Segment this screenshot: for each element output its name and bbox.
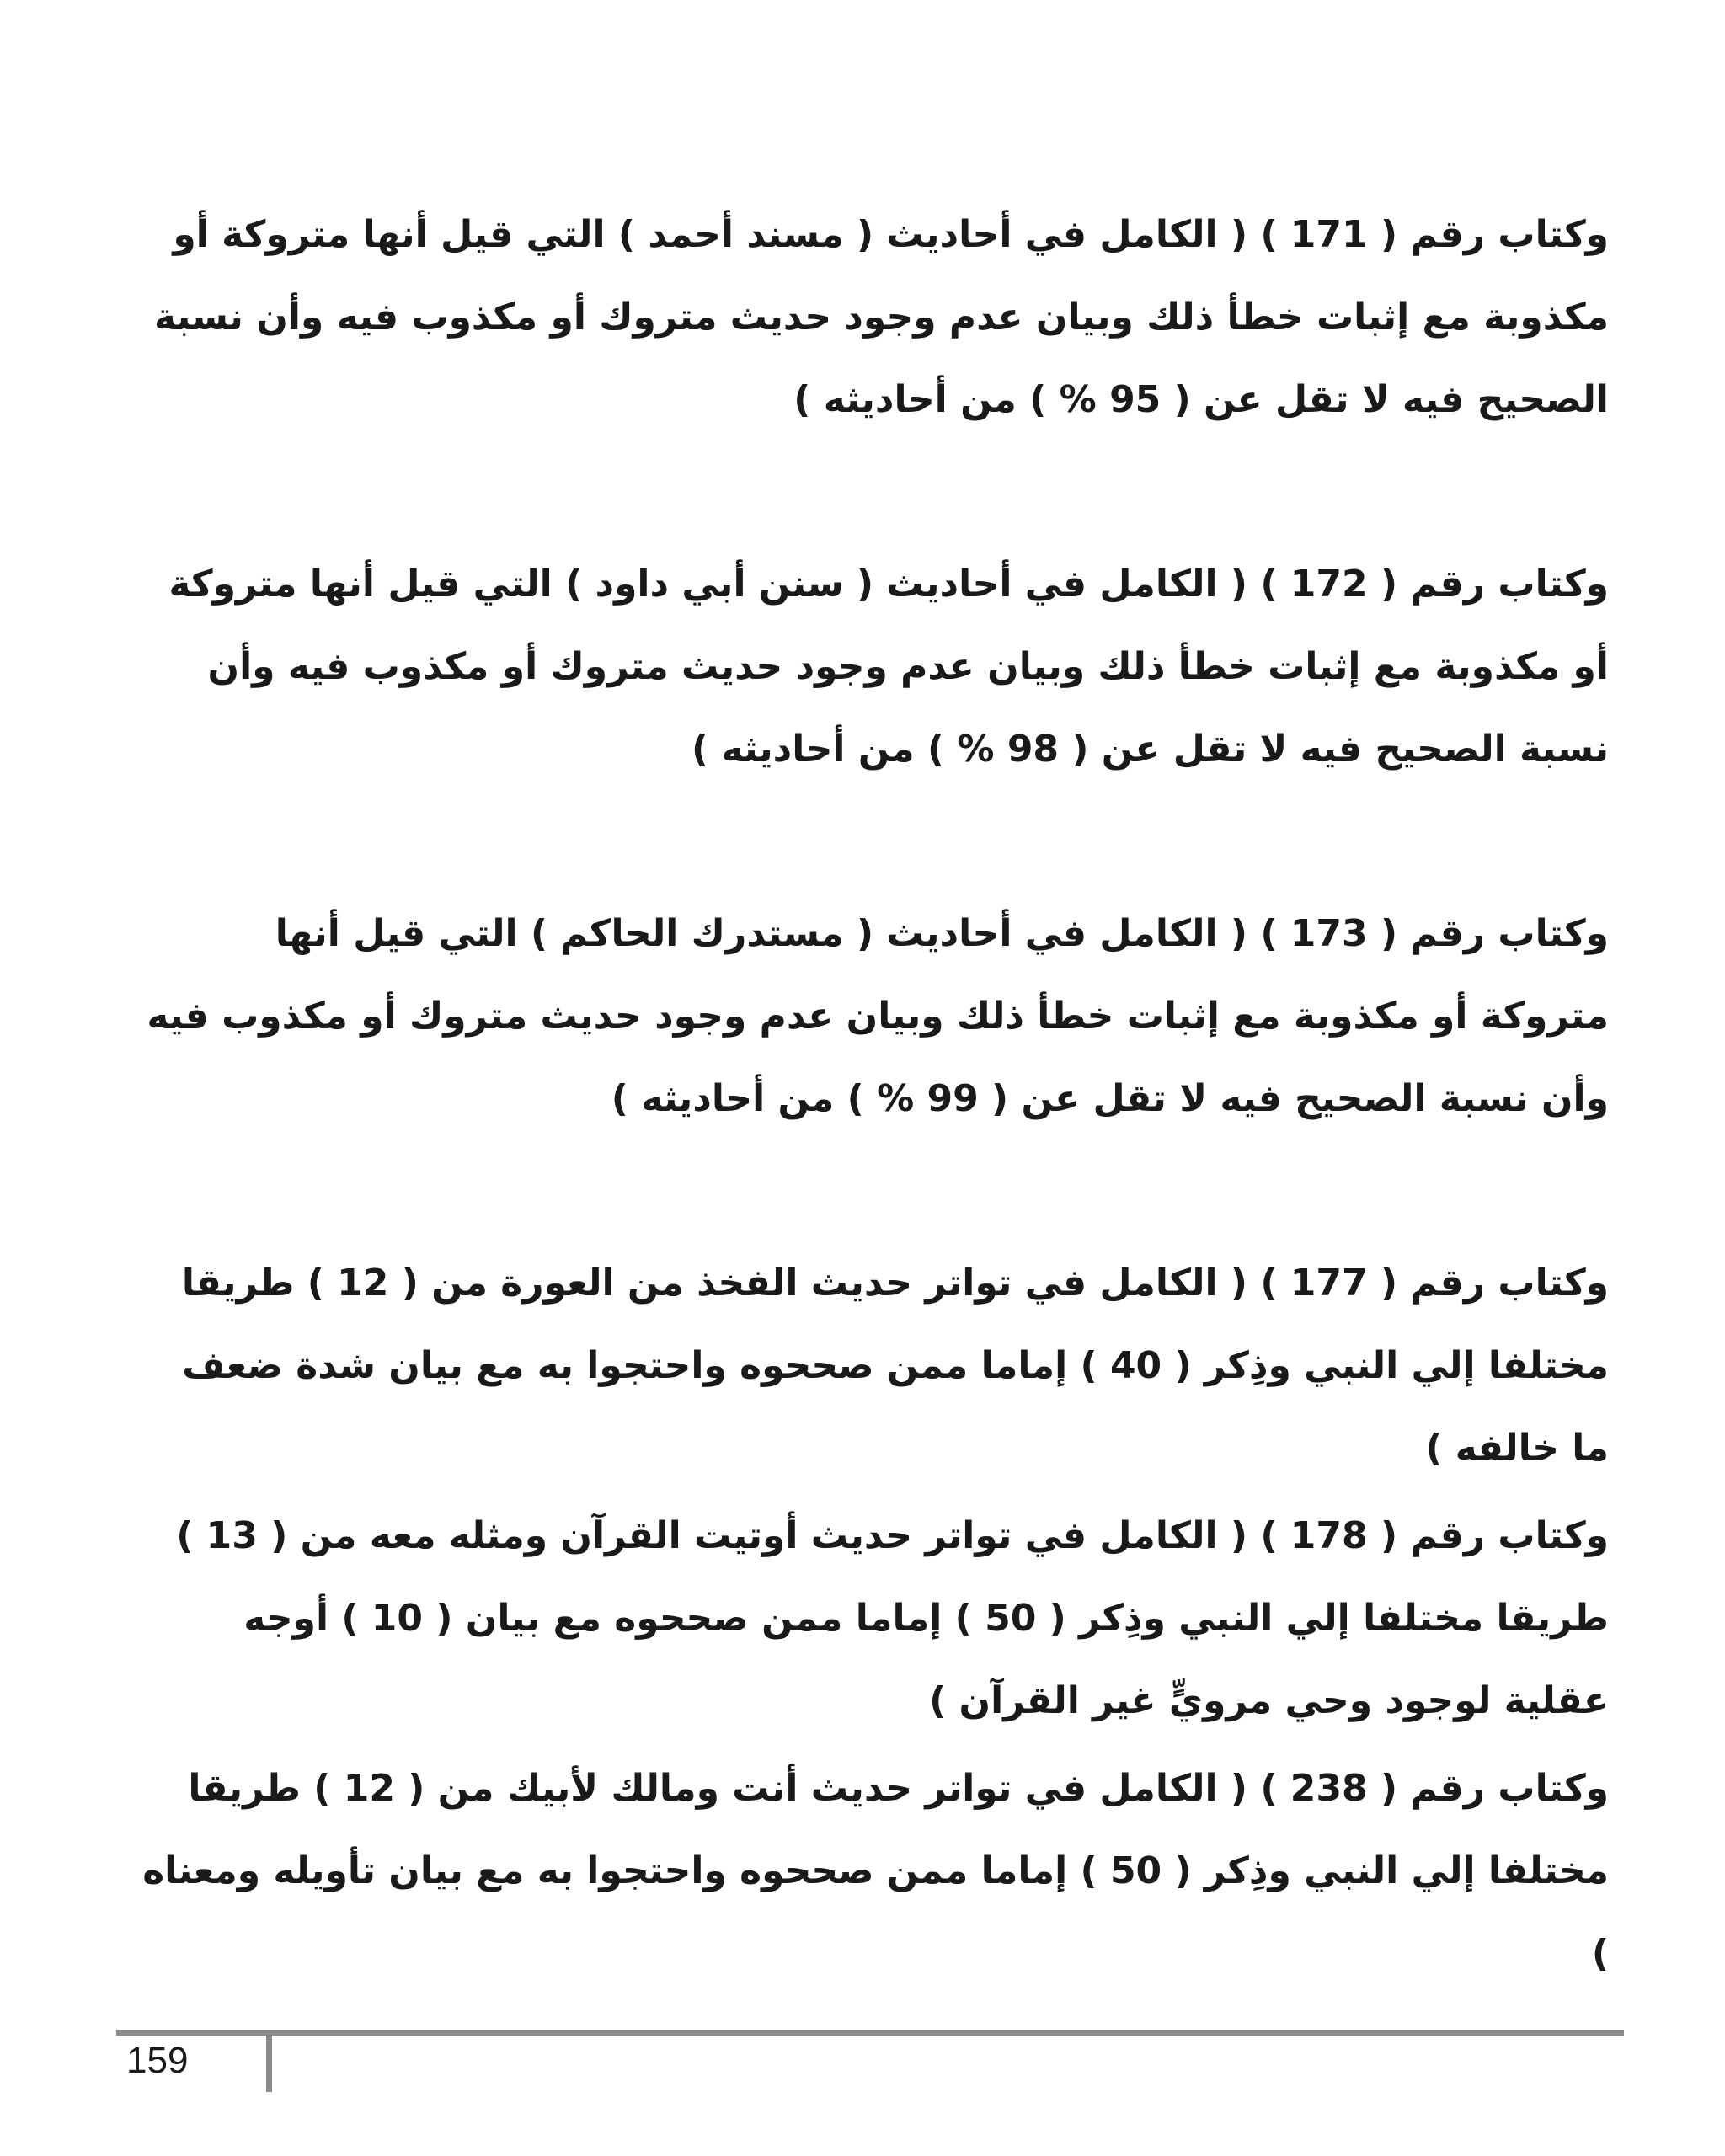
page-number: 159 bbox=[126, 2040, 189, 2081]
footer-divider-tick bbox=[266, 2030, 272, 2092]
book-entry-172: وكتاب رقم ( 172 ) ( الكامل في أحاديث ( سنن أبي داود ) التي قيل أنها متروكة أو مكذوبة مع إثبات خطأ ذلك وبيان عدم وجود حديث متروك أو مكذوب فيه وأن نسبة الصحيح فيه لا تقل عن ( 98 % ) من أحاديثه ) bbox=[168, 563, 1609, 771]
footer-rule bbox=[116, 2030, 1624, 2036]
book-entry-178: وكتاب رقم ( 178 ) ( الكامل في تواتر حديث أوتيت القرآن ومثله معه من ( 13 ) طريقا مختلفا إلي النبي وذِكر ( 50 ) إماما ممن صححوه مع بيان ( 10 ) أوجه عقلية لوجود وحي مرويٍّ غير القرآن ) bbox=[176, 1514, 1609, 1722]
book-entry-171: وكتاب رقم ( 171 ) ( الكامل في أحاديث ( مسند أحمد ) التي قيل أنها متروكة أو مكذوبة مع إثبات خطأ ذلك وبيان عدم وجود حديث متروك أو مكذوب فيه وأن نسبة الصحيح فيه لا تقل عن ( 95 % ) من أحاديثه ) bbox=[154, 213, 1609, 421]
book-entry-238: وكتاب رقم ( 238 ) ( الكامل في تواتر حديث أنت ومالك لأبيك من ( 12 ) طريقا مختلفا إلي النبي وذِكر ( 50 ) إماما ممن صححوه واحتجوا به مع بيان تأويله ومعناه ) bbox=[142, 1767, 1609, 1975]
book-entry-173: وكتاب رقم ( 173 ) ( الكامل في أحاديث ( مستدرك الحاكم ) التي قيل أنها متروكة أو مكذوبة مع إثبات خطأ ذلك وبيان عدم وجود حديث متروك أو مكذوب فيه وأن نسبة الصحيح فيه لا تقل عن ( 99 % ) من أحاديثه ) bbox=[147, 912, 1609, 1120]
book-entry-177: وكتاب رقم ( 177 ) ( الكامل في تواتر حديث الفخذ من العورة من ( 12 ) طريقا مختلفا إلي النبي وذِكر ( 40 ) إماما ممن صححوه واحتجوا به مع بيان شدة ضعف ما خالفه ) bbox=[181, 1262, 1609, 1470]
